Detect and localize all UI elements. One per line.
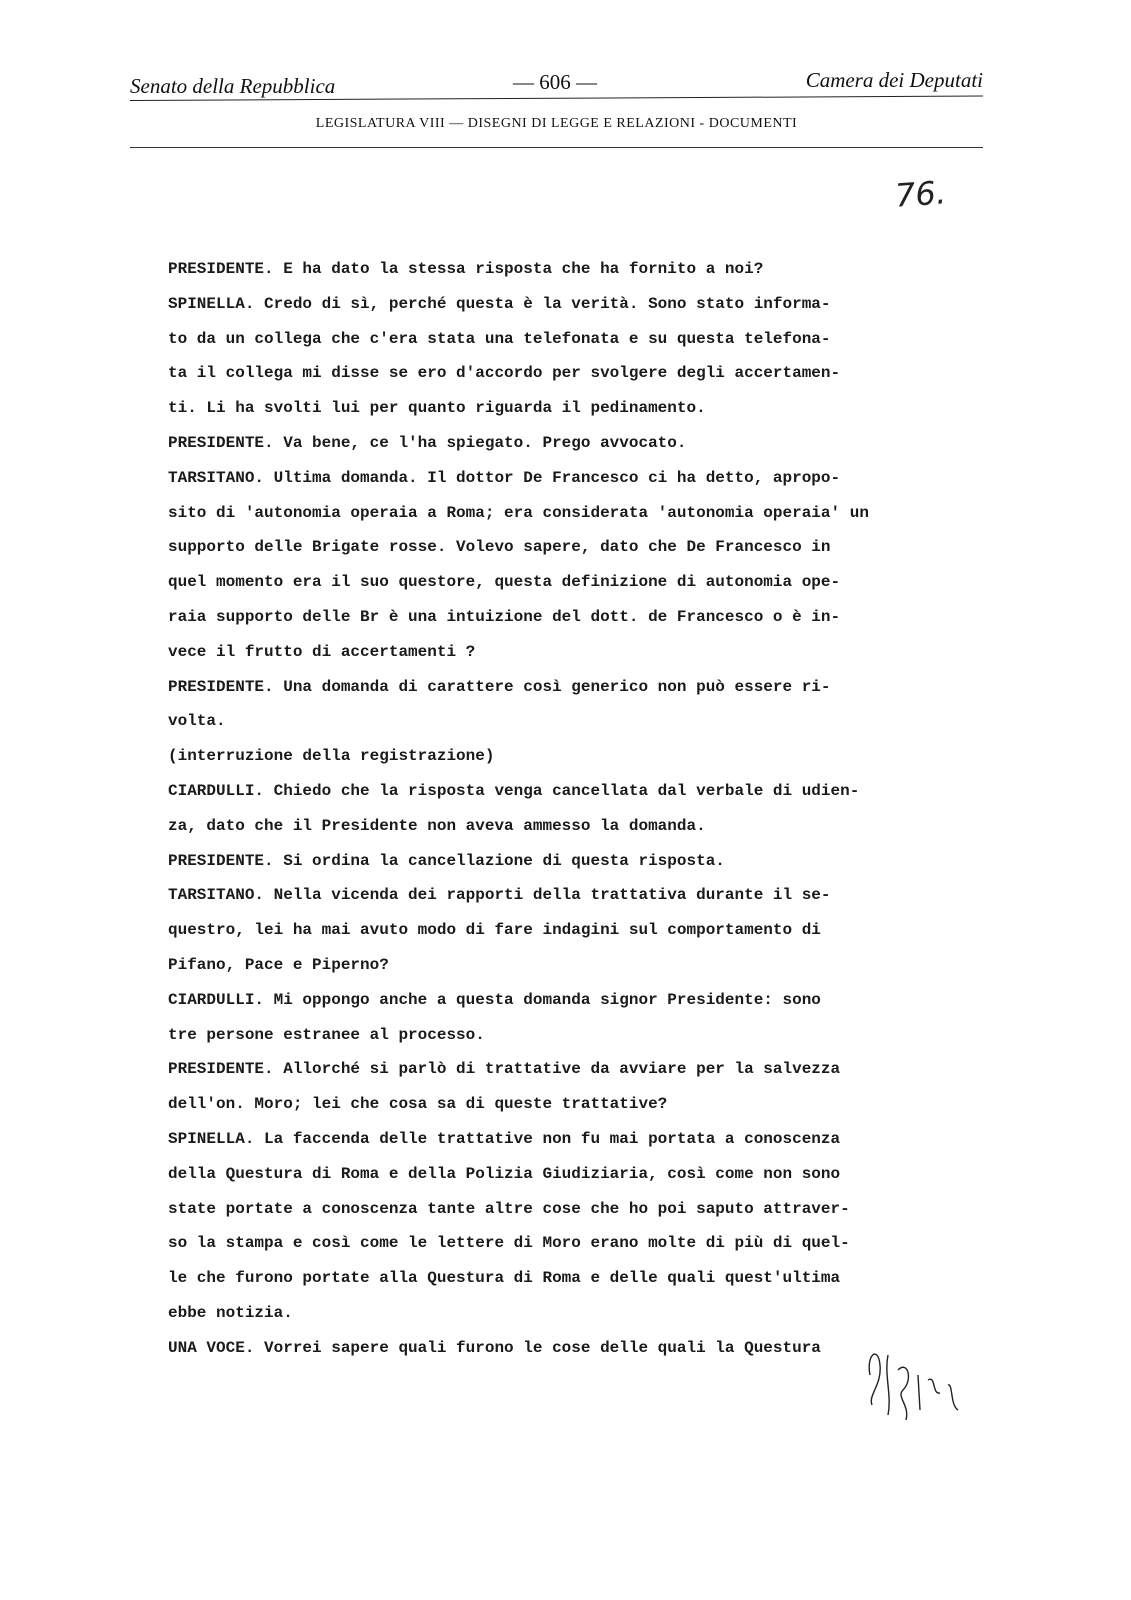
transcript-line: Pifano, Pace e Piperno?: [168, 955, 389, 974]
transcript-line: ti. Li ha svolti lui per quanto riguarda il pedinamento.: [168, 399, 706, 418]
transcript-line: SPINELLA. La faccenda delle trattative non fu mai portata a conoscenza: [168, 1129, 841, 1148]
transcript-line: volta.: [168, 712, 226, 731]
transcript-line: SPINELLA. Credo di sì, perché questa è la verità. Sono stato informa-: [168, 294, 831, 313]
transcript-line: UNA VOCE. Vorrei sapere quali furono le cose delle quali la Questura: [168, 1338, 821, 1357]
header-camera: Camera dei Deputati: [805, 68, 983, 92]
transcript-line: PRESIDENTE. Si ordina la cancellazione di questa risposta.: [168, 851, 725, 870]
handwritten-page-number: 76.: [893, 173, 948, 215]
transcript-line: le che furono portate alla Questura di Roma e delle quali quest'ultima: [168, 1269, 841, 1288]
header-subtitle: LEGISLATURA VIII — DISEGNI DI LEGGE E RELAZIONI - DOCUMENTI: [315, 116, 798, 131]
transcript-line: vece il frutto di accertamenti ?: [168, 642, 476, 661]
handwritten-signature: [858, 1335, 978, 1425]
transcript-line: PRESIDENTE. Va bene, ce l'ha spiegato. Prego avvocato.: [168, 433, 687, 452]
transcript-line: so la stampa e così come le lettere di Moro erano molte di più di quel-: [168, 1234, 850, 1253]
transcript-line: sito di 'autonomia operaia a Roma; era considerata 'autonomia operaia' un: [168, 503, 869, 522]
page-number: — 606 —: [513, 70, 597, 94]
transcript-line: PRESIDENTE. Una domanda di carattere così generico non può essere ri-: [168, 677, 831, 696]
subheader-rule: [130, 147, 983, 148]
transcript-line: CIARDULLI. Chiedo che la risposta venga cancellata dal verbale di udien-: [168, 781, 860, 800]
transcript-line: (interruzione della registrazione): [168, 747, 495, 766]
transcript-line: za, dato che il Presidente non aveva ammesso la domanda.: [168, 816, 706, 835]
transcript-line: TARSITANO. Nella vicenda dei rapporti della trattativa durante il se-: [168, 886, 831, 905]
transcript-line: ta il collega mi disse se ero d'accordo per svolgere degli accertamen-: [168, 364, 841, 383]
transcript-line: to da un collega che c'era stata una telefonata e su questa telefona-: [168, 329, 831, 348]
header-senato: Senato della Repubblica: [130, 74, 336, 98]
transcript-line: questro, lei ha mai avuto modo di fare indagini sul comportamento di: [168, 921, 821, 940]
transcript-line: PRESIDENTE. E ha dato la stessa risposta che ha fornito a noi?: [168, 260, 764, 278]
transcript-line: raia supporto delle Br è una intuizione del dott. de Francesco o è in-: [168, 607, 841, 626]
transcript-line: della Questura di Roma e della Polizia Giudiziaria, così come non sono: [168, 1164, 841, 1183]
transcript-line: state portate a conoscenza tante altre cose che ho poi saputo attraver-: [168, 1199, 850, 1218]
transcript-line: dell'on. Moro; lei che cosa sa di queste trattative?: [168, 1095, 668, 1114]
transcript-line: PRESIDENTE. Allorché si parlò di trattative da avviare per la salvezza: [168, 1060, 841, 1079]
transcript-line: CIARDULLI. Mi oppongo anche a questa domanda signor Presidente: sono: [168, 990, 821, 1009]
transcript-line: ebbe notizia.: [168, 1303, 293, 1322]
transcript-line: tre persone estranee al processo.: [168, 1025, 485, 1044]
transcript-line: supporto delle Brigate rosse. Volevo sapere, dato che De Francesco in: [168, 538, 831, 557]
transcript-line: TARSITANO. Ultima domanda. Il dottor De Francesco ci ha detto, apropo-: [168, 468, 841, 487]
transcript-body: [168, 252, 898, 1366]
transcript-line: quel momento era il suo questore, questa definizione di autonomia ope-: [168, 573, 841, 592]
